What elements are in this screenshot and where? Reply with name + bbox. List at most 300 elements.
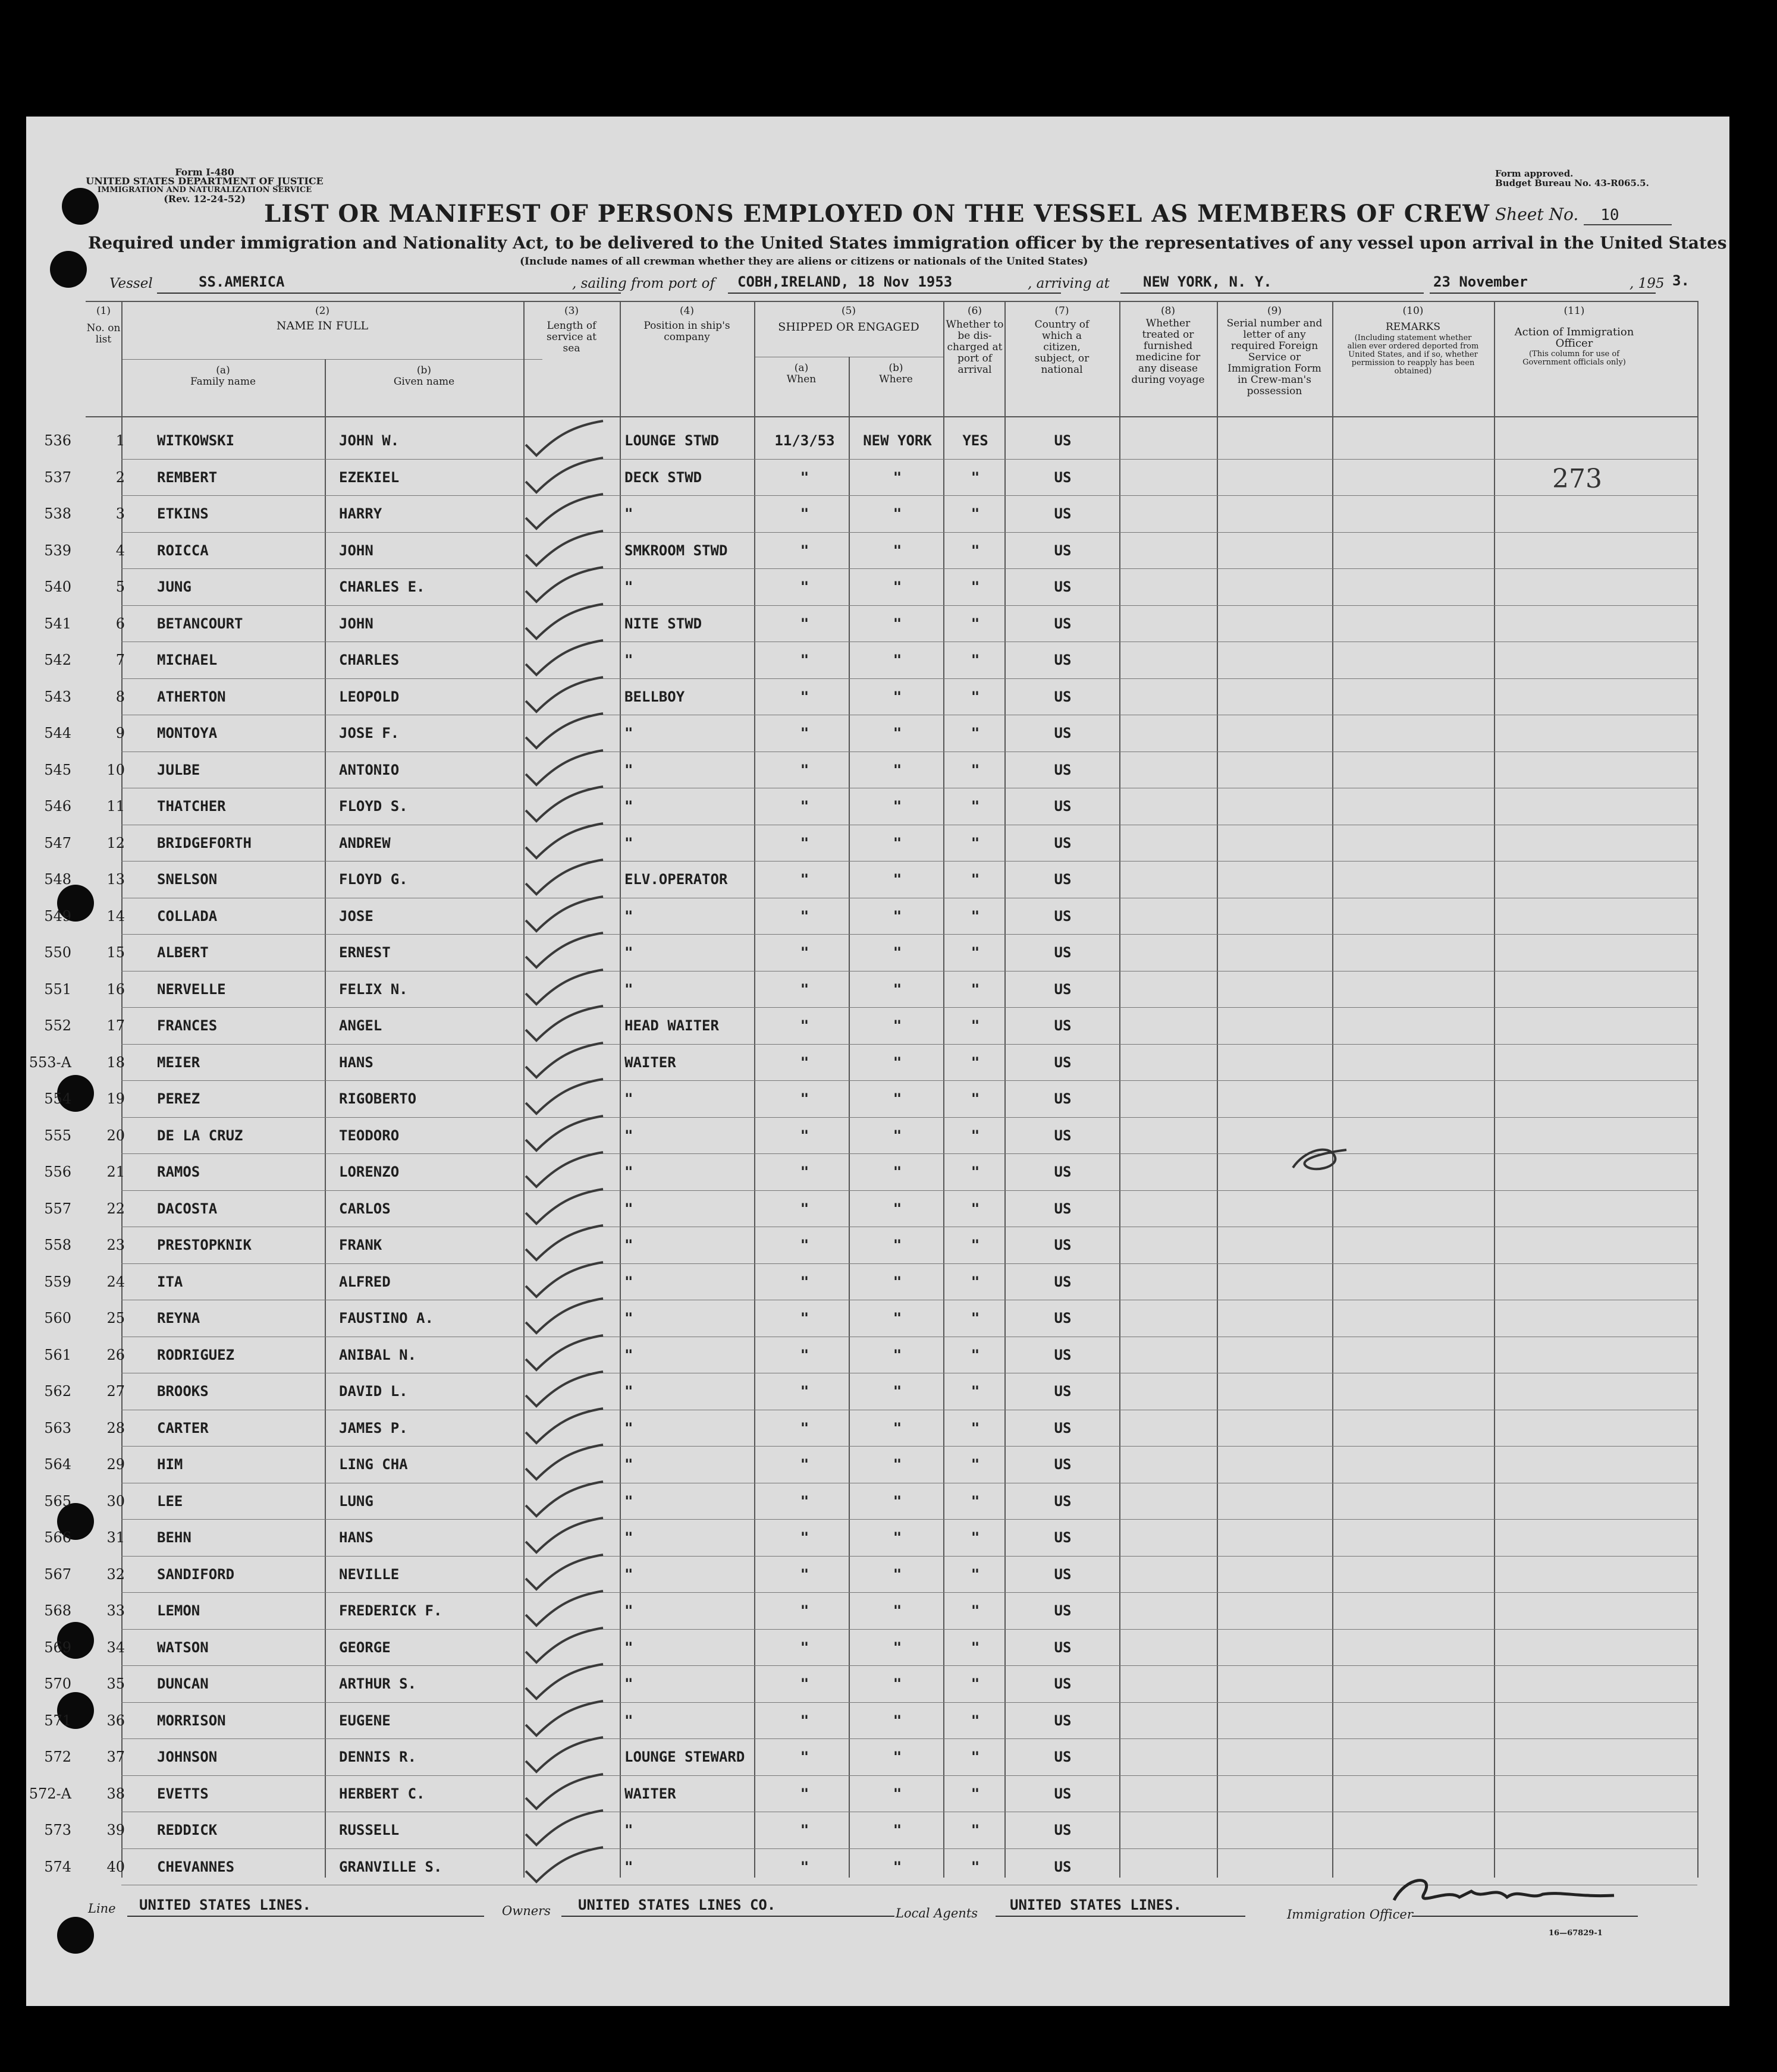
row-position: ": [624, 1712, 633, 1729]
row-position: ": [624, 1602, 633, 1619]
row-shipped-where: ": [893, 1419, 902, 1436]
row-family-name: ETKINS: [157, 505, 209, 522]
row-shipped-where: ": [893, 907, 902, 925]
checkmark-icon: [514, 930, 609, 972]
row-country: US: [1054, 578, 1072, 595]
sheet-number: [1495, 205, 1672, 225]
row-position: ": [624, 1858, 633, 1875]
row-shipped-when: ": [800, 615, 809, 632]
row-discharged: ": [971, 1858, 980, 1875]
row-list-number: 15: [106, 944, 125, 961]
row-position: ": [624, 1127, 633, 1144]
row-shipped-when: ": [800, 1383, 809, 1400]
checkmark-icon: [514, 1077, 609, 1118]
row-shipped-where: ": [893, 1237, 902, 1253]
row-given-name: JOHN: [339, 542, 373, 559]
row-position: ": [624, 761, 633, 778]
row-margin-number: 557: [44, 1200, 71, 1217]
row-shipped-where: ": [893, 1346, 902, 1363]
row-country: US: [1054, 432, 1072, 449]
row-margin-number: 555: [44, 1127, 71, 1144]
row-shipped-where: ": [893, 652, 902, 668]
checkmark-icon: [514, 748, 609, 790]
row-family-name: EVETTS: [157, 1785, 209, 1802]
row-shipped-when: ": [800, 907, 809, 925]
header-col8-number: (8): [1160, 305, 1176, 317]
row-shipped-where: ": [893, 688, 902, 705]
row-shipped-where: NEW YORK: [863, 432, 932, 449]
row-discharged: ": [971, 1346, 980, 1363]
row-discharged: ": [971, 1785, 980, 1802]
row-country: US: [1054, 652, 1072, 668]
row-list-number: 10: [106, 761, 125, 778]
row-country: US: [1054, 1675, 1072, 1692]
department-name: UNITED STATES DEPARTMENT OF JUSTICE: [86, 175, 324, 187]
row-position: ": [624, 1237, 633, 1253]
row-position: ": [624, 1822, 633, 1838]
form-number: Form I-480: [175, 166, 234, 178]
arrival-date: 23 November: [1433, 273, 1528, 290]
row-discharged: ": [971, 761, 980, 778]
row-position: LOUNGE STEWARD: [624, 1749, 745, 1765]
row-list-number: 25: [106, 1310, 125, 1326]
row-position: ": [624, 907, 633, 925]
row-margin-number: 536: [44, 432, 71, 449]
row-shipped-when: ": [800, 798, 809, 815]
row-given-name: GRANVILLE S.: [339, 1858, 442, 1875]
row-margin-number: 549: [44, 907, 71, 925]
checkmark-icon: [514, 1772, 609, 1813]
page-title: LIST OR MANIFEST OF PERSONS EMPLOYED ON THE VESSEL AS MEMBERS OF CREW: [264, 200, 1490, 228]
row-shipped-when: ": [800, 1785, 809, 1802]
row-given-name: ERNEST: [339, 944, 391, 961]
row-discharged: ": [971, 1602, 980, 1619]
row-list-number: 30: [106, 1492, 125, 1510]
row-position: NITE STWD: [624, 615, 702, 632]
row-discharged: ": [971, 980, 980, 998]
row-margin-number: 542: [44, 652, 71, 668]
row-discharged: ": [971, 1822, 980, 1838]
footer-officer-label: Immigration Officer: [1287, 1907, 1413, 1922]
row-shipped-when: ": [800, 1822, 809, 1838]
row-margin-number: 566: [44, 1529, 71, 1546]
row-list-number: 32: [106, 1565, 125, 1583]
row-given-name: HERBERT C.: [339, 1785, 425, 1802]
row-given-name: ANTONIO: [339, 761, 400, 778]
row-country: US: [1054, 1054, 1072, 1071]
row-family-name: REYNA: [157, 1310, 200, 1326]
form-identification: [86, 168, 324, 203]
subtitle-note: (Include names of all crewman whether they are aliens or citizens or nationals of the United States): [520, 256, 1088, 268]
row-family-name: MONTOYA: [157, 725, 218, 741]
row-shipped-where: ": [893, 1492, 902, 1510]
row-shipped-where: ": [893, 761, 902, 778]
row-shipped-when: ": [800, 1346, 809, 1363]
header-col1-number: (1): [96, 305, 111, 317]
row-list-number: 37: [106, 1749, 125, 1765]
row-given-name: ANDREW: [339, 834, 391, 851]
checkmark-icon: [514, 857, 609, 899]
footer-owners-label: Owners: [502, 1904, 551, 1918]
header-length-of-service: Length of service at sea: [547, 320, 596, 354]
punch-hole: [50, 251, 87, 288]
header-col4: [620, 306, 754, 343]
row-country: US: [1054, 834, 1072, 851]
row-shipped-where: ": [893, 1054, 902, 1071]
row-shipped-when: ": [800, 1127, 809, 1144]
handwritten-number: 273: [1552, 464, 1602, 494]
row-country: US: [1054, 1456, 1072, 1473]
row-family-name: COLLADA: [157, 907, 218, 925]
header-col2a-number: (a): [216, 364, 230, 376]
row-margin-number: 545: [44, 761, 71, 778]
row-family-name: CHEVANNES: [157, 1858, 235, 1875]
row-country: US: [1054, 1712, 1072, 1729]
row-position: ": [624, 1310, 633, 1326]
row-country: US: [1054, 1492, 1072, 1510]
row-discharged: ": [971, 1639, 980, 1656]
row-list-number: 3: [115, 505, 125, 522]
row-family-name: BETANCOURT: [157, 615, 243, 632]
row-family-name: ITA: [157, 1273, 183, 1290]
row-country: US: [1054, 1090, 1072, 1107]
row-discharged: ": [971, 1054, 980, 1071]
row-discharged: ": [971, 1529, 980, 1546]
checkmark-icon: [514, 1808, 609, 1850]
row-given-name: DENNIS R.: [339, 1749, 417, 1765]
row-family-name: FRANCES: [157, 1017, 218, 1034]
row-position: ": [624, 725, 633, 741]
checkmark-icon: [514, 1150, 609, 1191]
row-family-name: REMBERT: [157, 469, 218, 486]
checkmark-icon: [514, 1516, 609, 1557]
header-given-name: Given name: [393, 376, 455, 388]
footer-line-label: Line: [88, 1901, 116, 1916]
row-list-number: 31: [106, 1529, 125, 1546]
row-margin-number: 543: [44, 688, 71, 705]
footer-owners-value: UNITED STATES LINES CO.: [578, 1897, 776, 1913]
row-position: ": [624, 944, 633, 961]
row-discharged: ": [971, 1237, 980, 1253]
row-country: US: [1054, 1383, 1072, 1400]
row-family-name: WATSON: [157, 1639, 209, 1656]
row-shipped-when: ": [800, 652, 809, 668]
row-discharged: ": [971, 944, 980, 961]
row-family-name: DE LA CRUZ: [157, 1127, 243, 1144]
row-shipped-when: ": [800, 761, 809, 778]
row-shipped-where: ": [893, 1822, 902, 1838]
row-discharged: ": [971, 1200, 980, 1217]
service-name: IMMIGRATION AND NATURALIZATION SERVICE: [97, 185, 312, 194]
header-col5: [754, 306, 943, 333]
row-shipped-when: ": [800, 1237, 809, 1253]
row-family-name: MEIER: [157, 1054, 200, 1071]
row-shipped-where: ": [893, 1017, 902, 1034]
row-list-number: 17: [106, 1017, 125, 1034]
row-position: ": [624, 1529, 633, 1546]
row-shipped-where: ": [893, 944, 902, 961]
row-shipped-when: ": [800, 1675, 809, 1692]
checkmark-icon: [514, 1699, 609, 1740]
row-discharged: ": [971, 1675, 980, 1692]
checkmark-icon: [514, 602, 609, 643]
checkmark-icon: [514, 784, 609, 826]
row-discharged: ": [971, 652, 980, 668]
row-margin-number: 538: [44, 505, 71, 522]
row-shipped-when: ": [800, 1565, 809, 1583]
header-name-in-full: NAME IN FULL: [276, 319, 369, 332]
row-margin-number: 569: [44, 1639, 71, 1656]
row-country: US: [1054, 1419, 1072, 1436]
row-given-name: HANS: [339, 1529, 373, 1546]
row-country: US: [1054, 1858, 1072, 1875]
row-list-number: 23: [106, 1237, 125, 1253]
row-margin-number: 568: [44, 1602, 71, 1619]
header-action-note: (This column for use of Government officials only): [1522, 350, 1626, 367]
footer-agents-value: UNITED STATES LINES.: [1010, 1897, 1182, 1913]
row-given-name: ANGEL: [339, 1017, 382, 1034]
row-given-name: FAUSTINO A.: [339, 1310, 434, 1326]
row-shipped-when: 11/3/53: [774, 432, 835, 449]
row-family-name: RAMOS: [157, 1164, 200, 1180]
row-shipped-where: ": [893, 1273, 902, 1290]
header-col3-number: (3): [564, 305, 579, 317]
row-discharged: ": [971, 578, 980, 595]
row-margin-number: 547: [44, 834, 71, 851]
row-margin-number: 540: [44, 578, 71, 595]
row-shipped-when: ": [800, 834, 809, 851]
row-position: DECK STWD: [624, 469, 702, 486]
row-list-number: 2: [115, 469, 125, 486]
row-position: ": [624, 652, 633, 668]
row-shipped-when: ": [800, 725, 809, 741]
year-prefix: , 195: [1630, 276, 1665, 291]
row-given-name: RIGOBERTO: [339, 1090, 417, 1107]
row-discharged: ": [971, 688, 980, 705]
row-margin-number: 551: [44, 980, 71, 998]
row-discharged: ": [971, 505, 980, 522]
row-list-number: 11: [106, 798, 125, 815]
row-country: US: [1054, 1602, 1072, 1619]
row-position: ": [624, 980, 633, 998]
sheet-label: Sheet No.: [1495, 205, 1579, 224]
row-list-number: 26: [106, 1346, 125, 1363]
row-position: ELV.OPERATOR: [624, 871, 728, 888]
row-list-number: 6: [115, 615, 125, 632]
row-country: US: [1054, 1200, 1072, 1217]
checkmark-icon: [514, 492, 609, 533]
row-country: US: [1054, 1310, 1072, 1326]
row-country: US: [1054, 1749, 1072, 1765]
row-shipped-when: ": [800, 1529, 809, 1546]
row-country: US: [1054, 505, 1072, 522]
row-shipped-where: ": [893, 1383, 902, 1400]
row-position: WAITER: [624, 1054, 676, 1071]
row-margin-number: 564: [44, 1456, 71, 1473]
row-discharged: ": [971, 1090, 980, 1107]
row-given-name: FLOYD G.: [339, 871, 408, 888]
row-country: US: [1054, 615, 1072, 632]
row-family-name: ROICCA: [157, 542, 209, 559]
row-shipped-where: ": [893, 1602, 902, 1619]
row-list-number: 1: [115, 432, 125, 449]
header-when: When: [786, 373, 817, 385]
row-shipped-where: ": [893, 980, 902, 998]
row-shipped-where: ": [893, 834, 902, 851]
row-shipped-when: ": [800, 1639, 809, 1656]
checkmark-icon: [514, 1845, 609, 1887]
row-list-number: 13: [106, 871, 125, 888]
row-margin-number: 572: [44, 1749, 71, 1765]
row-margin-number: 563: [44, 1419, 71, 1436]
header-shipped-or-engaged: SHIPPED OR ENGAGED: [778, 320, 919, 334]
row-margin-number: 561: [44, 1346, 71, 1363]
row-given-name: JAMES P.: [339, 1419, 408, 1436]
row-given-name: NEVILLE: [339, 1565, 400, 1583]
header-remarks-note: (Including statement whether alien ever ordered deported from United States, and if so, whether permission to reapply has been obtained): [1347, 334, 1479, 376]
row-given-name: ALFRED: [339, 1273, 391, 1290]
row-position: ": [624, 1565, 633, 1583]
row-given-name: TEODORO: [339, 1127, 400, 1144]
row-family-name: JOHNSON: [157, 1749, 218, 1765]
row-given-name: HARRY: [339, 505, 382, 522]
row-family-name: JUNG: [157, 578, 191, 595]
row-shipped-where: ": [893, 798, 902, 815]
checkmark-icon: [514, 1406, 609, 1448]
header-col6-number: (6): [967, 305, 982, 317]
row-given-name: ARTHUR S.: [339, 1675, 417, 1692]
row-given-name: HANS: [339, 1054, 373, 1071]
row-list-number: 4: [115, 542, 125, 559]
row-shipped-where: ": [893, 615, 902, 632]
handwritten-mark-icon: [1287, 1138, 1352, 1180]
punch-hole: [57, 1917, 94, 1954]
row-position: ": [624, 1456, 633, 1473]
row-shipped-where: ": [893, 1127, 902, 1144]
row-shipped-where: ": [893, 1675, 902, 1692]
checkmark-icon: [514, 1296, 609, 1338]
row-shipped-when: ": [800, 1090, 809, 1107]
header-col2a: [121, 365, 325, 388]
row-discharged: ": [971, 1492, 980, 1510]
row-shipped-when: ": [800, 505, 809, 522]
row-given-name: FLOYD S.: [339, 798, 408, 815]
row-margin-number: 570: [44, 1675, 71, 1692]
row-given-name: FELIX N.: [339, 980, 408, 998]
row-margin-number: 539: [44, 542, 71, 559]
row-given-name: FRANK: [339, 1237, 382, 1253]
row-country: US: [1054, 725, 1072, 741]
row-margin-number: 573: [44, 1822, 71, 1838]
row-list-number: 9: [115, 725, 125, 741]
row-country: US: [1054, 907, 1072, 925]
row-country: US: [1054, 1822, 1072, 1838]
row-position: WAITER: [624, 1785, 676, 1802]
row-shipped-when: ": [800, 1712, 809, 1729]
row-shipped-when: ": [800, 980, 809, 998]
row-discharged: ": [971, 1383, 980, 1400]
header-col9-number: (9): [1267, 305, 1282, 317]
row-position: ": [624, 1675, 633, 1692]
row-margin-number: 567: [44, 1565, 71, 1583]
row-shipped-when: ": [800, 1017, 809, 1034]
header-where: Where: [879, 373, 913, 385]
form-approved: Form approved.: [1495, 168, 1574, 179]
row-family-name: LEE: [157, 1492, 183, 1510]
budget-bureau-number: Budget Bureau No. 43-R065.5.: [1495, 178, 1649, 188]
row-discharged: ": [971, 1712, 980, 1729]
row-discharged: ": [971, 834, 980, 851]
header-col7-number: (7): [1054, 305, 1069, 317]
form-revision: (Rev. 12-24-52): [164, 193, 246, 205]
checkmark-icon: [514, 1260, 609, 1301]
row-country: US: [1054, 1785, 1072, 1802]
header-position: Position in ship's company: [643, 320, 730, 343]
row-family-name: SNELSON: [157, 871, 218, 888]
header-col11: [1494, 306, 1654, 367]
row-country: US: [1054, 944, 1072, 961]
vessel-line: [86, 272, 1691, 296]
row-family-name: BEHN: [157, 1529, 191, 1546]
row-margin-number: 574: [44, 1858, 71, 1875]
row-margin-number: 572-A: [29, 1785, 71, 1802]
row-list-number: 21: [106, 1164, 125, 1180]
row-shipped-when: ": [800, 1273, 809, 1290]
row-discharged: ": [971, 542, 980, 559]
row-shipped-where: ": [893, 1310, 902, 1326]
header-col11-number: (11): [1563, 305, 1585, 317]
checkmark-icon: [514, 1552, 609, 1594]
row-given-name: LORENZO: [339, 1164, 400, 1180]
row-list-number: 33: [106, 1602, 125, 1619]
row-discharged: ": [971, 1565, 980, 1583]
checkmark-icon: [514, 1223, 609, 1265]
row-country: US: [1054, 1127, 1072, 1144]
row-family-name: RODRIGUEZ: [157, 1346, 235, 1363]
row-shipped-where: ": [893, 1712, 902, 1729]
header-col5b: [849, 363, 943, 385]
year-digit: 3.: [1672, 272, 1690, 289]
officer-signature-icon: [1382, 1870, 1632, 1918]
row-family-name: BROOKS: [157, 1383, 209, 1400]
row-list-number: 7: [115, 652, 125, 668]
checkmark-icon: [514, 1333, 609, 1375]
row-given-name: LING CHA: [339, 1456, 408, 1473]
row-position: ": [624, 505, 633, 522]
row-given-name: ANIBAL N.: [339, 1346, 417, 1363]
header-col2: [121, 306, 523, 332]
header-col9: [1217, 306, 1332, 397]
row-given-name: CHARLES: [339, 652, 400, 668]
row-margin-number: 559: [44, 1273, 71, 1290]
row-family-name: DACOSTA: [157, 1200, 218, 1217]
header-col8: [1119, 306, 1217, 386]
row-family-name: SANDIFORD: [157, 1565, 235, 1583]
row-family-name: MICHAEL: [157, 652, 218, 668]
row-given-name: GEORGE: [339, 1639, 391, 1656]
checkmark-icon: [514, 1369, 609, 1411]
checkmark-icon: [514, 529, 609, 570]
row-shipped-when: ": [800, 469, 809, 486]
row-list-number: 12: [106, 834, 125, 851]
row-discharged: ": [971, 1419, 980, 1436]
header-col5a: [754, 363, 849, 385]
header-col5-number: (5): [841, 305, 856, 317]
subtitle: Required under immigration and Nationality Act, to be delivered to the United States immigration officer by the representatives of any vessel upon arrival in the United States: [88, 233, 1727, 253]
row-list-number: 20: [106, 1127, 125, 1144]
row-margin-number: 571: [44, 1712, 71, 1729]
row-margin-number: 558: [44, 1237, 71, 1253]
